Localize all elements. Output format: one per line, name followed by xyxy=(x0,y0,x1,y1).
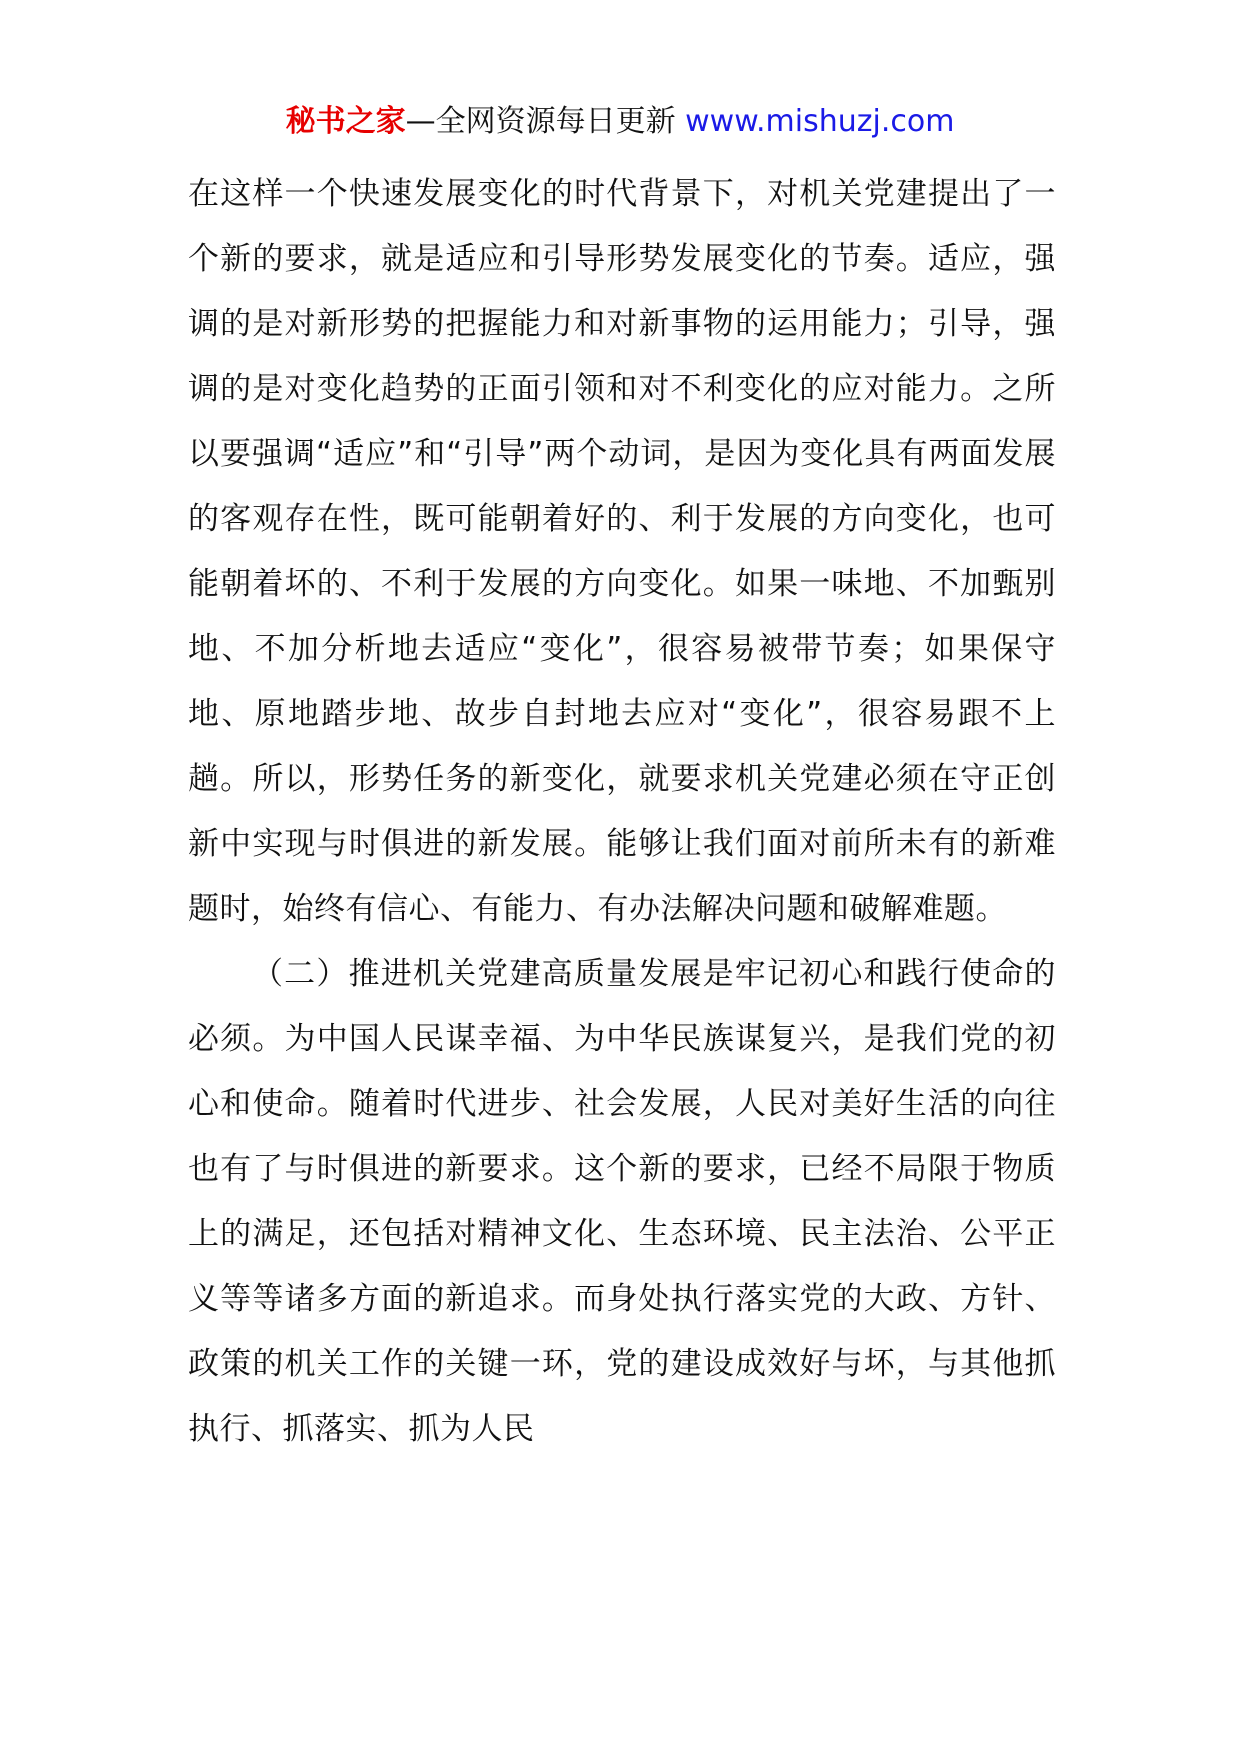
document-body xyxy=(188,162,1056,1462)
site-url-link[interactable]: www.mishuzj.com xyxy=(685,104,955,139)
site-brand: 秘书之家 xyxy=(285,104,406,139)
site-header xyxy=(0,102,1240,142)
site-tagline: —全网资源每日更新 xyxy=(405,104,676,139)
paragraph-1: 在这样一个快速发展变化的时代背景下，对机关党建提出了一个新的要求，就是适应和引导形势发展变化的节奏。适应，强调的是对新形势的把握能力和对新事物的运用能力；引导，强调的是对变化趋势的正面引领和对不利变化的应对能力。之所以要强调“适应”和“引导”两个动词，是因为变化具有两面发展的客观存在性，既可能朝着好的、利于发展的方向变化，也可能朝着坏的、不利于发展的方向变化。如果一味地、不加甄别地、不加分析地去适应“变化”，很容易被带节奏；如果保守地、原地踏步地、故步自封地去应对“变化”，很容易跟不上趟。所以，形势任务的新变化，就要求机关党建必须在守正创新中实现与时俱进的新发展。能够让我们面对前所未有的新难题时，始终有信心、有能力、有办法解决问题和破解难题。 xyxy=(188,176,1056,927)
paragraph-2: （二）推进机关党建高质量发展是牢记初心和践行使命的必须。为中国人民谋幸福、为中华民族谋复兴，是我们党的初心和使命。随着时代进步、社会发展，人民对美好生活的向往也有了与时俱进的新要求。这个新的要求，已经不局限于物质上的满足，还包括对精神文化、生态环境、民主法治、公平正义等等诸多方面的新追求。而身处执行落实党的大政、方针、政策的机关工作的关键一环，党的建设成效好与坏，与其他抓执行、抓落实、抓为人民 xyxy=(188,956,1056,1447)
